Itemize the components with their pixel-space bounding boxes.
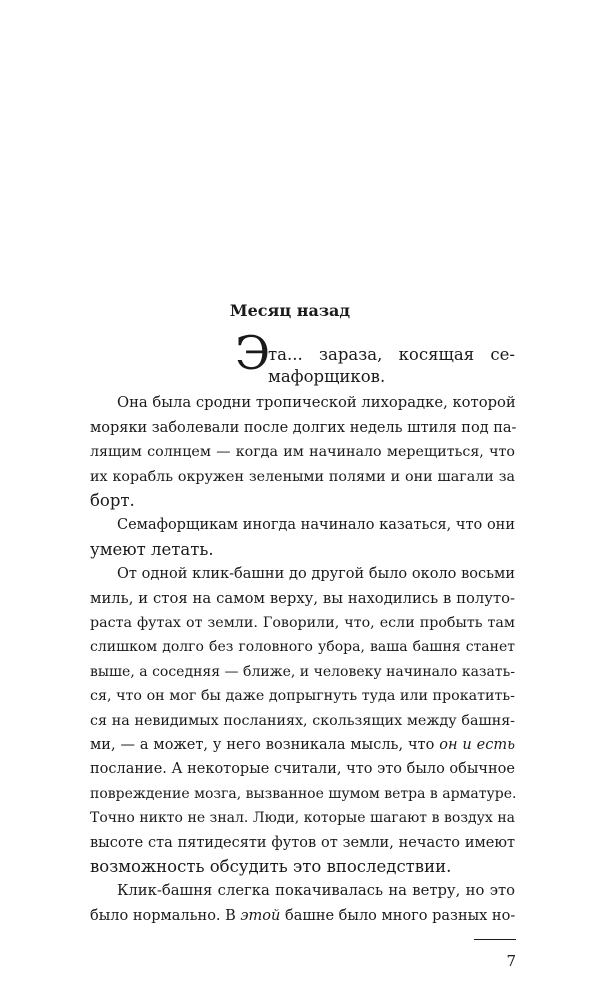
line-text: было нормально. В — [90, 907, 241, 924]
chapter-heading: Месяц назад — [229, 301, 351, 320]
italic-text: этой — [240, 907, 281, 924]
text-line: умеют летать. — [90, 539, 214, 559]
text-line: борт. — [90, 491, 135, 510]
italic-text: он и есть — [439, 737, 515, 753]
text-line: повреждение мозга, вызванное шумом ветра в арматуре. — [90, 785, 517, 802]
text-line: слишком долго без головного убора, ваша башня станет — [90, 639, 515, 656]
text-line: От одной клик-башни до другой было около восьми — [117, 566, 515, 583]
text-line: выше, а соседняя — ближе, и человеку начинало казать- — [90, 663, 515, 680]
text-line: Точно никто не знал. Люди, которые шагают в воздух на — [90, 810, 515, 827]
text-line: Семафорщикам иногда начинало казаться, что они — [117, 517, 515, 534]
text-line — [90, 732, 515, 758]
text-line: Она была сродни тропической лихорадке, которой — [117, 394, 516, 412]
text-line: ся, что он мог бы даже допрыгнуть туда или прокатить- — [90, 688, 515, 705]
text-line: моряки заболевали после долгих недель штиля под па- — [90, 419, 517, 436]
text-line: мафорщиков. — [268, 367, 386, 386]
text-line: послание. А некоторые считали, что это было обычное — [90, 761, 515, 778]
line-text: ми, — а может, у него возникала мысль, что — [90, 737, 440, 753]
text-line: возможность обсудить это впоследствии. — [90, 857, 452, 876]
text-line: лящим солнцем — когда им начинало мерещиться, что — [90, 444, 515, 461]
text-line: высоте ста пятидесяти футов от земли, нечасто имеют — [90, 834, 515, 851]
text-line — [90, 903, 515, 929]
page-number: 7 — [506, 951, 516, 970]
text-line: Клик-башня слегка покачивалась на ветру, но это — [117, 882, 515, 900]
text-line: ся на невидимых посланиях, скользящих между башня- — [90, 712, 515, 729]
text-line: та... зараза, косящая се- — [268, 345, 515, 364]
text-line: миль, и стоя на самом верху, вы находились в полуто- — [90, 589, 515, 607]
text-line: их корабль окружен зелеными полями и они шагали за — [90, 468, 515, 485]
text-line: раста футах от земли. Говорили, что, если пробыть там — [90, 615, 515, 631]
drop-cap: Э — [235, 326, 271, 380]
footer-rule — [474, 939, 516, 940]
line-text: башне было много разных но- — [280, 907, 516, 924]
